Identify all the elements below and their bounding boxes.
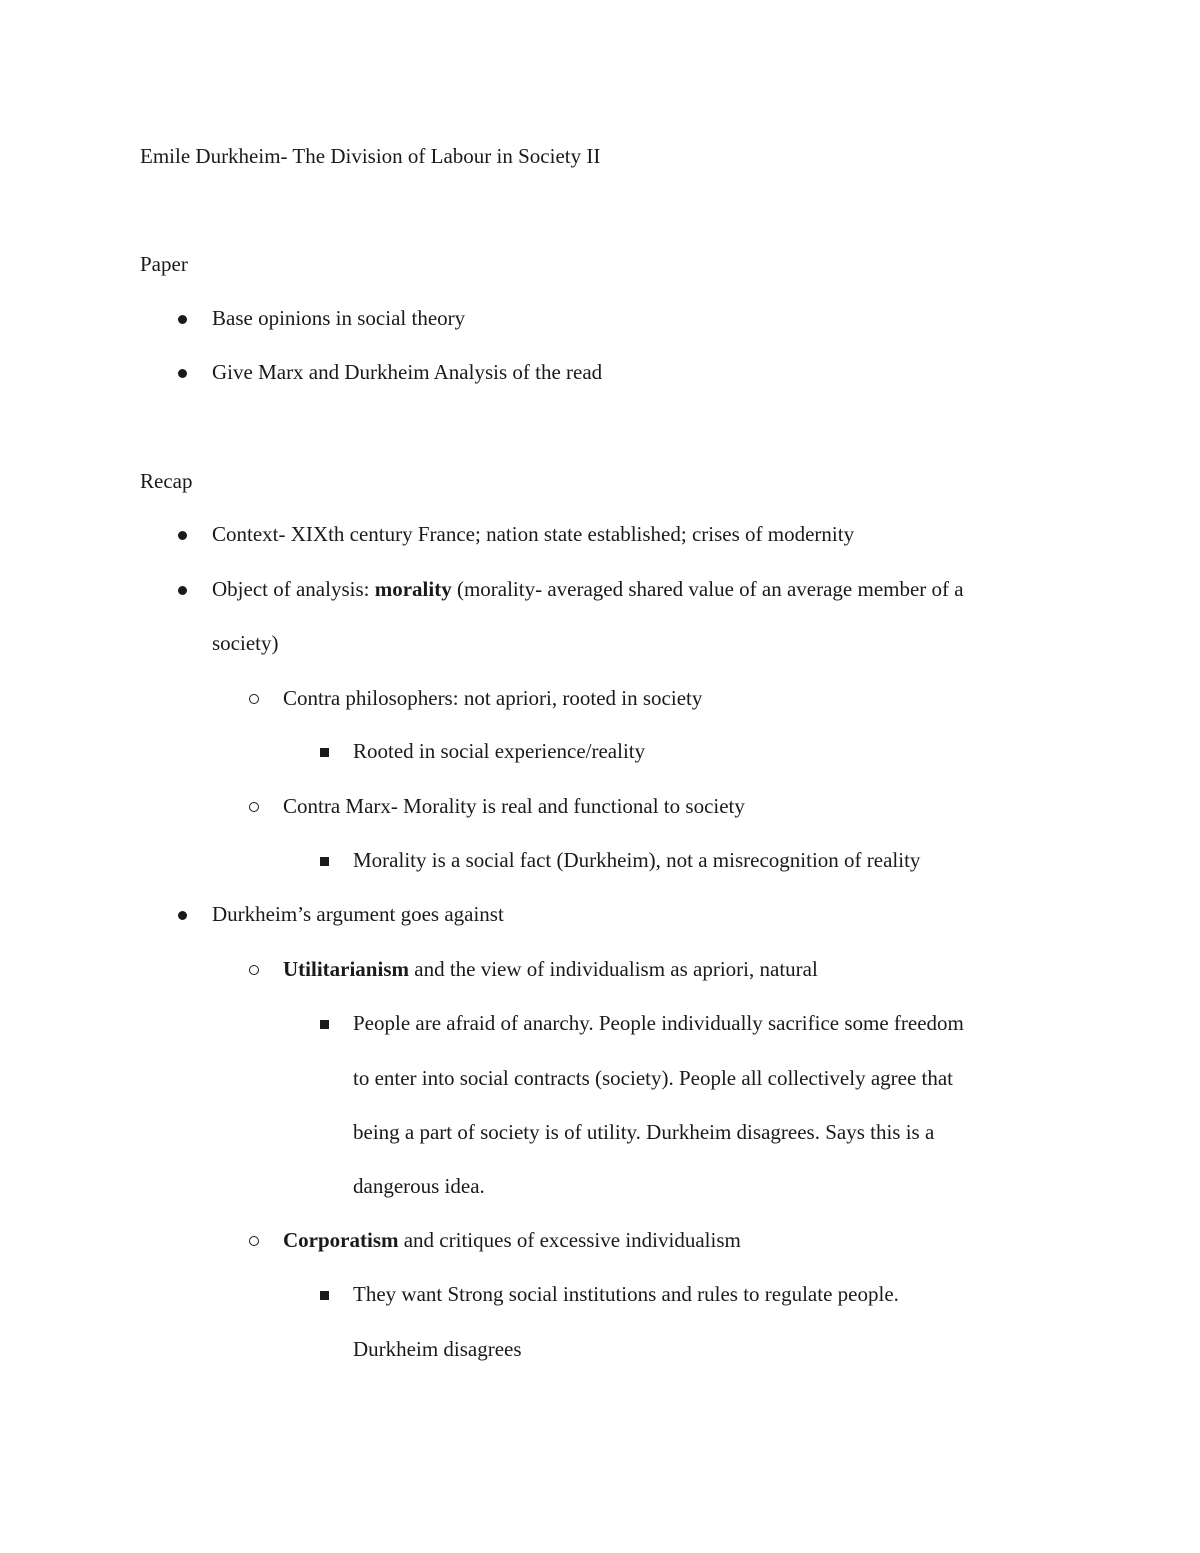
bullet-square [320,1291,329,1300]
bullet-circle [249,802,259,812]
section-heading-paper: Paper [140,252,188,276]
object-suffix: (morality- averaged shared value of an average member of a [451,577,964,601]
utilitarianism-bold: Utilitarianism [283,957,409,981]
bullet-dot [178,911,187,920]
utilitarianism-rest: and the view of individualism as apriori, natural [409,957,818,981]
list-item-utilitarianism [283,959,818,980]
list-item: Contra Marx- Morality is real and functional to society [283,794,745,818]
object-prefix: Object of analysis: [212,577,375,601]
list-item: Base opinions in social theory [212,306,466,330]
list-item-corporatism [283,1230,741,1251]
bullet-circle [249,1236,259,1246]
list-item-continuation: Durkheim disagrees [353,1337,522,1361]
bullet-circle [249,965,259,975]
corporatism-rest: and critiques of excessive individualism [398,1228,741,1252]
bullet-circle [249,694,259,704]
list-item-continuation: being a part of society is of utility. Durkheim disagrees. Says this is a [353,1120,935,1144]
bullet-square [320,857,329,866]
bullet-dot [178,531,187,540]
bullet-square [320,1020,329,1029]
list-item: Context- XIXth century France; nation state established; crises of modernity [212,522,855,546]
bullet-dot [178,315,187,324]
bullet-dot [178,586,187,595]
list-item-continuation: society) [212,631,279,655]
list-item: Morality is a social fact (Durkheim), not a misrecognition of reality [353,848,921,872]
bullet-square [320,748,329,757]
list-item-object [212,579,964,600]
list-item: Durkheim’s argument goes against [212,902,504,926]
list-item: They want Strong social institutions and rules to regulate people. [353,1282,899,1306]
list-item-continuation: to enter into social contracts (society). People all collectively agree that [353,1066,954,1090]
list-item: Rooted in social experience/reality [353,739,646,763]
list-item: People are afraid of anarchy. People individually sacrifice some freedom [353,1011,964,1035]
list-item: Contra philosophers: not apriori, rooted in society [283,686,703,710]
bullet-dot [178,369,187,378]
corporatism-bold: Corporatism [283,1228,399,1252]
document-title: Emile Durkheim- The Division of Labour in Society II [140,144,601,168]
object-bold: morality [374,577,452,601]
list-item: Give Marx and Durkheim Analysis of the read [212,360,603,384]
section-heading-recap: Recap [140,469,193,493]
list-item-continuation: dangerous idea. [353,1174,485,1198]
